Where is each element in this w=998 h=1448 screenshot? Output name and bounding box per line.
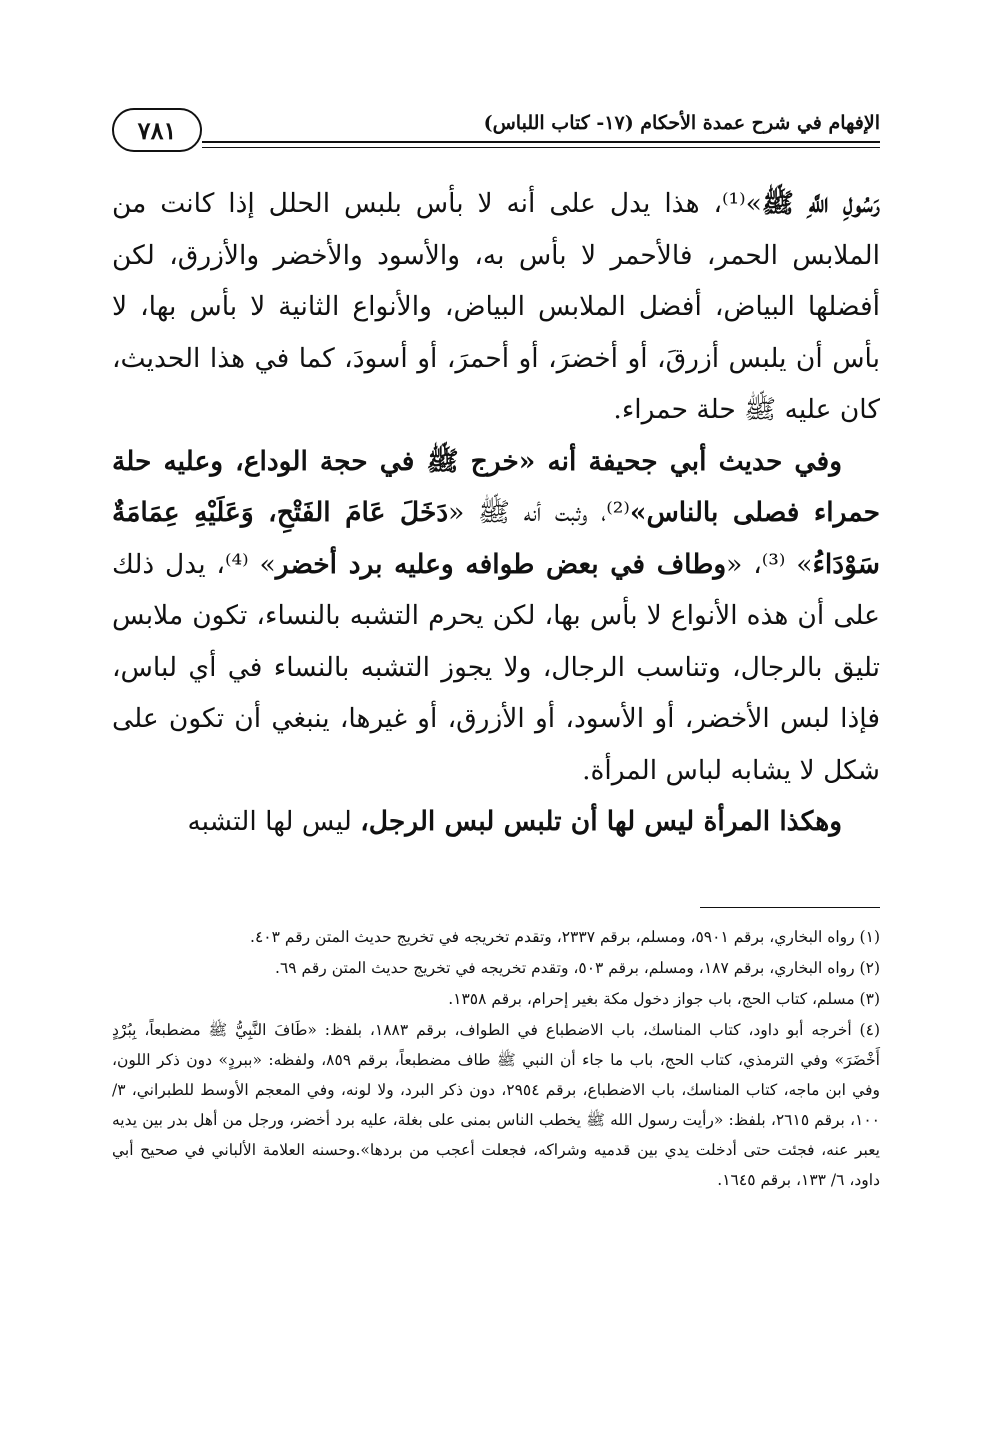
footnote: (٣) مسلم، كتاب الحج، باب جواز دخول مكة بغير إحرام، برقم ١٣٥٨. xyxy=(448,990,880,1008)
footnote: (١) رواه البخاري، برقم ٥٩٠١، ومسلم، برقم ٢٣٣٧، وتقدم تخريجه في تخريج حديث المتن رقم ٤٠٣. xyxy=(250,928,880,946)
paragraph xyxy=(112,436,880,797)
paragraph-text: » ⁽⁴⁾، يدل ذلك على أن هذه الأنواع لا بأس بها، لكن يحرم التشبه بالنساء، تكون ملابس تليق بالرجال، وتناسب الرجال، ولا يجوز التشبه بالنساء في أي لباس، فإذا لبس الأخضر، أو الأسود، أو الأزرق، أو غيرها، ينبغي أن تكون على شكل لا يشابه لباس المرأة. xyxy=(112,548,880,786)
header-rule-thin xyxy=(202,147,880,148)
page-header xyxy=(112,108,880,158)
footnotes xyxy=(112,922,880,1195)
header-rule xyxy=(202,141,880,143)
page-number: ٧٨١ xyxy=(112,108,202,152)
bold-phrase: وهكذا المرأة ليس لها أن تلبس لبس الرجل، xyxy=(360,806,842,837)
paragraph xyxy=(112,796,880,848)
bold-phrase: دَخَلَ عَامَ الفَتْحِ، وَعَلَيْهِ عِمَامَةٌ سَوْدَاءُ xyxy=(112,497,880,580)
paragraph xyxy=(112,178,880,436)
footnote-separator xyxy=(700,907,880,908)
footnote: (٤) أخرجه أبو داود، كتاب المناسك، باب الاضطباع في الطواف، برقم ١٨٨٣، بلفظ: «طَافَ النَّبِيُّ ﷺ مضطبعاً، بِبُرْدٍ أَخْضَرَ» وفي الترمذي، كتاب الحج، باب ما جاء أن النبي ﷺ طاف مضطبعاً، برقم ٨٥٩، ولفظه: «ببردٍ» دون ذكر اللون، وفي ابن ماجه، كتاب المناسك، باب الاضطباع، برقم ٢٩٥٤، دون ذكر البرد، ولا لونه، وفي المعجم الأوسط للطبراني، ٣/ ١٠٠، برقم ٢٦١٥، بلفظ: «رأيت رسول الله ﷺ يخطب الناس بمنى على بغلة، عليه برد أخضر، ورجل من أهل بدر بين يديه يعبر عنه، فجئت حتى أدخلت يدي بين قدميه وشراكه، فجعلت أعجب من بردها».وحسنه العلامة الألباني في صحيح أبي داود، ٦/ ١٣٣، برقم ١٦٤٥. xyxy=(112,1021,880,1189)
running-title: الإفهام في شرح عمدة الأحكام (١٧- كتاب اللباس) xyxy=(483,112,880,134)
paragraph-text: » ⁽³⁾، « xyxy=(726,548,813,580)
bold-phrase: رَسُولِ اللَّهِ ﷺ xyxy=(761,188,880,219)
main-text xyxy=(112,178,880,848)
bold-phrase: وفي حديث أبي جحيفة أنه «خرج ﷺ في حجة الوداع، وعليه حلة حمراء فصلى بالناس» xyxy=(112,445,880,528)
footnote: (٢) رواه البخاري، برقم ١٨٧، ومسلم، برقم ٥٠٣، وتقدم تخريجه في تخريج حديث المتن رقم ٦٩. xyxy=(275,959,880,977)
bold-phrase: وطاف في بعض طوافه وعليه برد أخضر xyxy=(275,548,727,580)
paragraph-text: »⁽¹⁾، هذا يدل على أنه لا بأس بلبس الحلل إذا كانت من الملابس الحمر، فالأحمر لا بأس به، والأسود والأخضر والأزرق، لكن أفضلها البياض، أفضل الملابس البياض، والأنواع الثانية لا بأس بها، لا بأس أن يلبس أزرقَ، أو أخضرَ، أو أحمرَ، أو أسودَ، كما في هذا الحديث، كان عليه ﷺ حلة حمراء. xyxy=(112,188,880,425)
paragraph-text: ليس لها التشبه xyxy=(187,806,361,837)
paragraph-text: ⁽²⁾، وثبت أنه ﷺ « xyxy=(448,497,630,528)
